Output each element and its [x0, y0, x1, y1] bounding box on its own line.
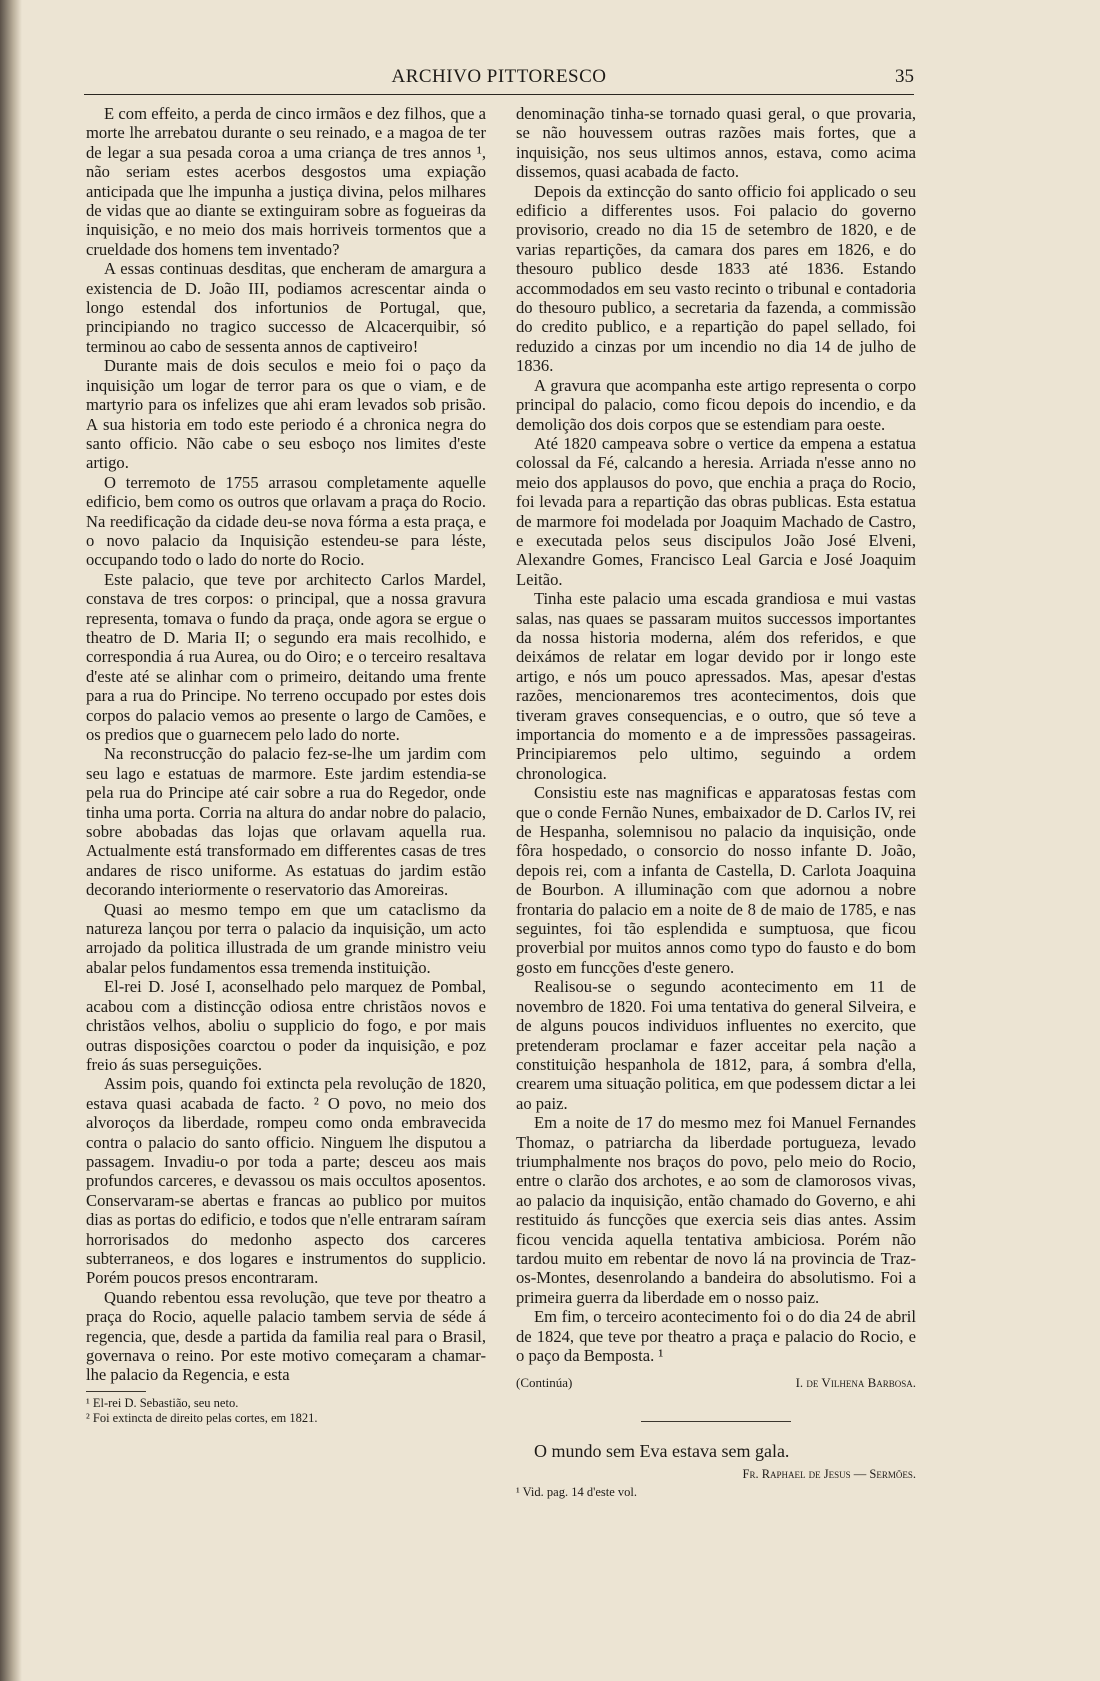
epigraph-attribution: Fr. Raphael de Jesus — Sermões.: [742, 1467, 916, 1482]
paragraph: denominação tinha-se tornado quasi geral, o que provaria, se não houvessem outras razões mais fortes, que a inquisição, nos seus ultimos annos, estava, como acima dissemos, quasi acabada de facto.: [516, 104, 916, 182]
article-signature: [516, 1373, 916, 1392]
page-number: 35: [895, 66, 914, 87]
paragraph: Em a noite de 17 do mesmo mez foi Manuel Fernandes Thomaz, o patriarcha da liberdade portugueza, levado triumphalmente nos braços do povo, pelo meio do Rocio, entre o clarão dos archotes, e ao som de clamorosos vivas, ao palacio da inquisição, então chamado do Governo, e ahi restituido ás funcções que exercia seis dias antes. Assim ficou vencida aquella tentativa ambiciosa. Porém não tardou muito em rebentar de novo lá na provincia de Traz-os-Montes, desenrolando a bandeira do absolutismo. Foi a primeira guerra da liberdade em o nosso paiz.: [516, 1113, 916, 1307]
left-column: [86, 104, 486, 1426]
paragraph: Quando rebentou essa revolução, que teve por theatro a praça do Rocio, aquelle palacio tambem servia de séde á regencia, que, desde a partida da familia real para o Brasil, governava o reino. Por este motivo começaram a chamar-lhe palacio da Regencia, e esta: [86, 1287, 486, 1385]
header-rule: [84, 94, 914, 95]
paragraph: Em fim, o terceiro acontecimento foi o do dia 24 de abril de 1824, que teve por theatro a praça e palacio do Rocio, e o paço da Bemposta. ¹: [516, 1307, 916, 1365]
paragraph: Tinha este palacio uma escada grandiosa e mui vastas salas, nas quaes se passaram muitos successos importantes da nossa historia moderna, além dos referidos, e que deixámos de relatar em logar devido por ir longo este artigo, e nós um pouco apressados. Mas, apesar d'estas razões, mencionaremos tres acontecimentos, dois que tiveram graves consequencias, e o outro, que só teve a importancia do momento e a de impressões passageiras. Principiaremos pelo ultimo, seguindo a ordem chronologica.: [516, 589, 916, 783]
section-separator: [641, 1421, 791, 1422]
author-name: I. de Vilhena Barbosa.: [795, 1375, 916, 1391]
paragraph: E com effeito, a perda de cinco irmãos e dez filhos, que a morte lhe arrebatou durante o seu reinado, e a magoa de ter de legar a sua pesada coroa a uma criança de tres annos ¹, não seriam estes acerbos desgostos uma expiação anticipada que lhe impunha a justiça divina, pelos milhares de vidas que ao diante se extinguiram sobre as fogueiras da inquisição, e no meio dos mais horriveis tormentos que a crueldade dos homens tem inventado?: [86, 104, 486, 259]
paragraph: Depois da extincção do santo officio foi applicado o seu edificio a differentes usos. Foi palacio do governo provisorio, creado no dia 15 de setembro de 1820, e de varias repartições, da camara dos pares em 1826, e do thesouro publico desde 1833 até 1836. Estando accommodados em seu vasto recinto o tribunal e contadoria do thesouro publico, a secretaria da fazenda, a commissão do credito publico, e a repartição do papel sellado, foi reduzido a cinzas por um incendio no dia 14 de julho de 1836.: [516, 181, 916, 376]
paragraph: Este palacio, que teve por architecto Carlos Mardel, constava de tres corpos: o principal, que a nossa gravura representa, tomava o fundo da praça, onde agora se ergue o theatro de D. Maria II; o segundo era mais recolhido, e correspondia á rua Aurea, ou do Oiro; e o terceiro resaltava d'este até se alinhar com o primeiro, deitando uma frente para a rua do Principe. No terreno occupado por estes dois corpos do palacio vemos ao presente o largo de Camões, e os predios que o guarnecem pelo lado do norte.: [86, 569, 486, 744]
footnote: ² Foi extincta de direito pelas cortes, em 1821.: [86, 1410, 318, 1425]
continued-note: (Continúa): [516, 1375, 573, 1391]
paragraph: A essas continuas desditas, que encheram de amargura a existencia de D. João III, podiamos acrescentar ainda o longo estendal dos infortunios de Portugal, que, principiando no tragico successo de Alcacerquibir, só terminou ao cabo de sessenta annos de captiveiro!: [86, 259, 486, 356]
paragraph: Até 1820 campeava sobre o vertice da empena a estatua colossal da Fé, calcando a heresia. Arriada n'esse anno no meio dos applausos do povo, que enchia a praça do Rocio, foi levada para a repartição das obras publicas. Esta estatua de marmore foi modelada por Joaquim Machado de Castro, e executada pelos seus discipulos João José Elveni, Alexandre Gomes, Francisco Leal Garcia e José Joaquim Leitão.: [516, 433, 916, 589]
paragraph: Quasi ao mesmo tempo em que um cataclismo da natureza lançou por terra o palacio da inquisição, um acto arrojado da politica illustrada de um grande ministro veiu abalar pelos fundamentos essa tremenda instituição.: [86, 899, 486, 977]
footnote: ¹ Vid. pag. 14 d'este vol.: [516, 1484, 637, 1499]
page-edge-shadow: [0, 0, 22, 1681]
paragraph: Assim pois, quando foi extincta pela revolução de 1820, estava quasi acabada de facto. ² O povo, no meio dos alvoroços da liberdade, rompeu como onda embravecida contra o palacio do santo officio. Ninguem lhe disputou a passagem. Invadiu-o por toda a parte; desceu aos mais profundos carceres, e devassou os mais occultos aposentos. Conservaram-se abertas e francas ao publico por muitos dias as portas do edificio, e todos que n'elle entraram saíram horrorisados do medonho aspecto dos carceres subterraneos, e dos logares e instrumentos do supplicio. Porém poucos presos encontraram.: [86, 1074, 486, 1288]
paragraph: O terremoto de 1755 arrasou completamente aquelle edificio, bem como os outros que orlavam a praça do Rocio. Na reedificação da cidade deu-se nova fórma a esta praça, e o novo palacio da Inquisição estendeu-se para léste, occupando todo o lado do norte do Rocio.: [86, 472, 486, 570]
paragraph: Consistiu este nas magnificas e apparatosas festas com que o conde Fernão Nunes, embaixador de D. Carlos IV, rei de Hespanha, solemnisou no palacio da inquisição, onde fôra hospedado, o consorcio do nosso infante D. João, depois rei, com a infanta de Castella, D. Carlota Joaquina de Bourbon. A illuminação com que adornou a nobre frontaria do palacio em a noite de 8 de maio de 1785, e nas seguintes, foi tão esplendida e sumptuosa, que ficou proverbial por muitos annos como typo do fausto e do bom gosto em funcções d'este genero.: [516, 783, 916, 977]
paragraph: El-rei D. José I, aconselhado pelo marquez de Pombal, acabou com a distincção odiosa entre christãos novos e christãos velhos, aboliu o supplicio do fogo, e por mais outras disposições coarctou o poder da inquisição, e poz freio ás suas perseguições.: [86, 977, 486, 1074]
paragraph: Na reconstrucção do palacio fez-se-lhe um jardim com seu lago e estatuas de marmore. Este jardim estendia-se pela rua do Principe até cair sobre a rua do Regedor, onde tinha uma porta. Corria na altura do andar nobre do palacio, sobre abobadas das lojas que orlavam aquella rua. Actualmente está transformado em differentes casas de tres andares de risco uniforme. As estatuas do jardim estão decorando interiormente o reservatorio das Amoreiras.: [86, 744, 486, 900]
paragraph: Durante mais de dois seculos e meio foi o paço da inquisição um logar de terror para os que o viam, e de martyrio para os infelizes que ahi eram levados sob prisão. A sua historia em todo este periodo é a chronica negra do santo officio. Não cabe o seu esboço nos limites d'este artigo.: [86, 356, 486, 473]
footnote-rule: [86, 1391, 146, 1392]
page-header: [84, 66, 914, 92]
paragraph: Realisou-se o segundo acontecimento em 11 de novembro de 1820. Foi uma tentativa do general Silveira, e de alguns poucos individuos influentes no exercito, que pretenderam proclamar e fazer acceitar pela nação a constituição hespanhola de 1812, para, á sombra d'ella, crearem uma situação politica, em que podessem dictar a lei ao paiz.: [516, 977, 916, 1113]
running-title: ARCHIVO PITTORESCO: [391, 66, 607, 87]
right-column: [516, 104, 916, 1500]
epigraph-text: O mundo sem Eva estava sem gala.: [534, 1440, 790, 1461]
paragraph: A gravura que acompanha este artigo representa o corpo principal do palacio, como ficou depois do incendio, e da demolição dos dois corpos que se estendiam para oeste.: [516, 375, 916, 434]
footnote: ¹ El-rei D. Sebastião, seu neto.: [86, 1395, 239, 1410]
